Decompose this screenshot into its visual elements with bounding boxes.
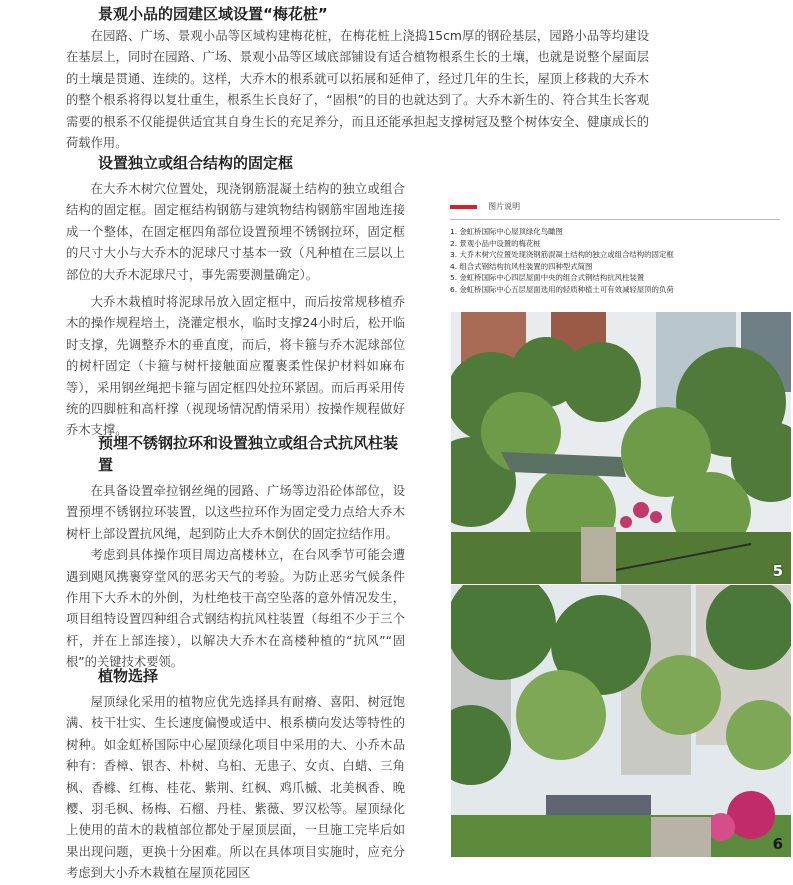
rooftop-garden-illustration	[451, 585, 791, 857]
rooftop-garden-photo	[451, 585, 791, 857]
caption-item: 2. 景观小品中设置的梅花桩	[450, 238, 541, 248]
section-plant-selection	[66, 665, 405, 885]
paragraph: 在具备设置牵拉钢丝绳的园路、广场等边沿砼体部位，设置预埋不锈钢拉环装置，以这些拉环作为固定受力点给大乔木树杆上部设置抗风绳，起到防止大乔木倒伏的固定拉结作用。	[66, 484, 405, 541]
photo-number: 5	[772, 562, 783, 580]
accent-bar	[450, 205, 477, 209]
section-fixed-frame	[66, 152, 405, 442]
caption-item: 4. 组合式钢结构抗风柱装置的四种型式简图	[450, 261, 593, 271]
caption-item: 3. 大乔木树穴位置处现浇钢筋混凝土结构的独立或组合结构的固定框	[450, 250, 674, 260]
caption-title: 图片说明	[488, 202, 521, 211]
paragraph: 大乔木栽植时将泥球吊放入固定框中，而后按常规移植乔木的操作规程培土，浇灌定根水，临时支撑24小时后，松开临时支撑，先调整乔木的垂直度，而后，将卡箍与乔木泥球部位的树杆固定（卡箍与树杆接触面应覆裹柔性保护材料如麻布等），采用钢丝绳把卡箍与固定框四处拉环紧固。而后再采用传统的四脚桩和高杆撑（视现场情况酌情采用）按操作规程做好乔木支撑。	[66, 295, 405, 438]
section-heading-plum-piles: 景观小品的园建区域设置“梅花桩”	[98, 5, 328, 23]
section-wind-resistance	[66, 432, 405, 674]
paragraph: 考虑到具体操作项目周边高楼林立，在台风季节可能会遭遇到飓风携裹穿堂风的恶劣天气的考验。为防止恶劣气候条件作用下大乔木的外倒，为杜绝枝干高空坠落的意外情况发生，项目组特设置四种组合式钢结构抗风柱装置（每组不少于三个杆，并在上部连接），以解决大乔木在高楼种植的“抗风”“固根”的关键技术要领。	[66, 548, 405, 670]
caption-box	[450, 196, 780, 296]
top-section	[66, 4, 649, 154]
caption-item: 5. 金虹桥国际中心四层屋面中央的组合式钢结构抗风柱装置	[450, 273, 645, 283]
caption-item: 1. 金虹桥国际中心屋顶绿化鸟瞰图	[450, 227, 563, 236]
paragraph: 在园路、广场、景观小品等区域构建梅花桩，在梅花桩上浇捣15cm厚的钢砼基层，园路小品等均建设在基层上，同时在园路、广场、景观小品等区域底部铺设有适合植物根系生长的土壤，也就是说整个屋面层的土壤是贯通、连续的。这样，大乔木的根系就可以拓展和延伸了，经过几年的生长，屋顶上移栽的大乔木的整个根系将得以复壮重生，根系生长良好了，“固根”的目的也就达到了。大乔木新生的、符合其生长客观需要的根系不仅能提供适宜其自身生长的充足养分，而且还能承担起支撑树冠及整个树体安全、健康成长的荷载作用。	[66, 29, 649, 151]
section-heading: 预埋不锈钢拉环和设置独立或组合式抗风柱装置	[98, 434, 399, 474]
divider	[450, 219, 780, 220]
caption-item: 6. 金虹桥国际中心五层屋面选用的轻质种植土可有效减轻屋顶的负荷	[450, 284, 674, 294]
paragraph: 在大乔木树穴位置处，现浇钢筋混凝土结构的独立或组合结构的固定框。固定框结构钢筋与建筑物结构钢筋牢固地连接成一个整体，在固定框四角部位设置预埋不锈钢拉环，固定框的尺寸大小与大乔木的泥球尺寸基本一致（凡种植在三层以上部位的大乔木泥球尺寸，事先需要测量确定）。	[66, 182, 405, 282]
paragraph: 屋顶绿化采用的植物应优先选择具有耐瘠、喜阳、树冠饱满、枝干壮实、生长速度偏慢或适中、根系横向发达等特性的树种。如金虹桥国际中心屋顶绿化项目中采用的大、小乔木品种有：香樟、银杏、朴树、乌桕、无患子、女贞、白蜡、三角枫、香橼、红梅、桂花、紫荆、红枫、鸡爪槭、北美枫香、晚樱、羽毛枫、杨梅、石榴、丹桂、紫薇、罗汉松等。屋顶绿化上使用的苗木的栽植部位都处于屋顶层面，一旦施工完毕后如果出现问题，更换十分困难。所以在具体项目实施时，应充分考虑到大小乔木栽植在屋顶花园区	[66, 695, 405, 881]
rooftop-garden-photo	[451, 312, 791, 584]
section-heading: 植物选择	[98, 667, 159, 685]
photo-number: 6	[772, 835, 783, 853]
caption-list	[450, 226, 780, 296]
rooftop-garden-illustration	[451, 312, 791, 584]
section-heading: 设置独立或组合结构的固定框	[98, 154, 294, 172]
